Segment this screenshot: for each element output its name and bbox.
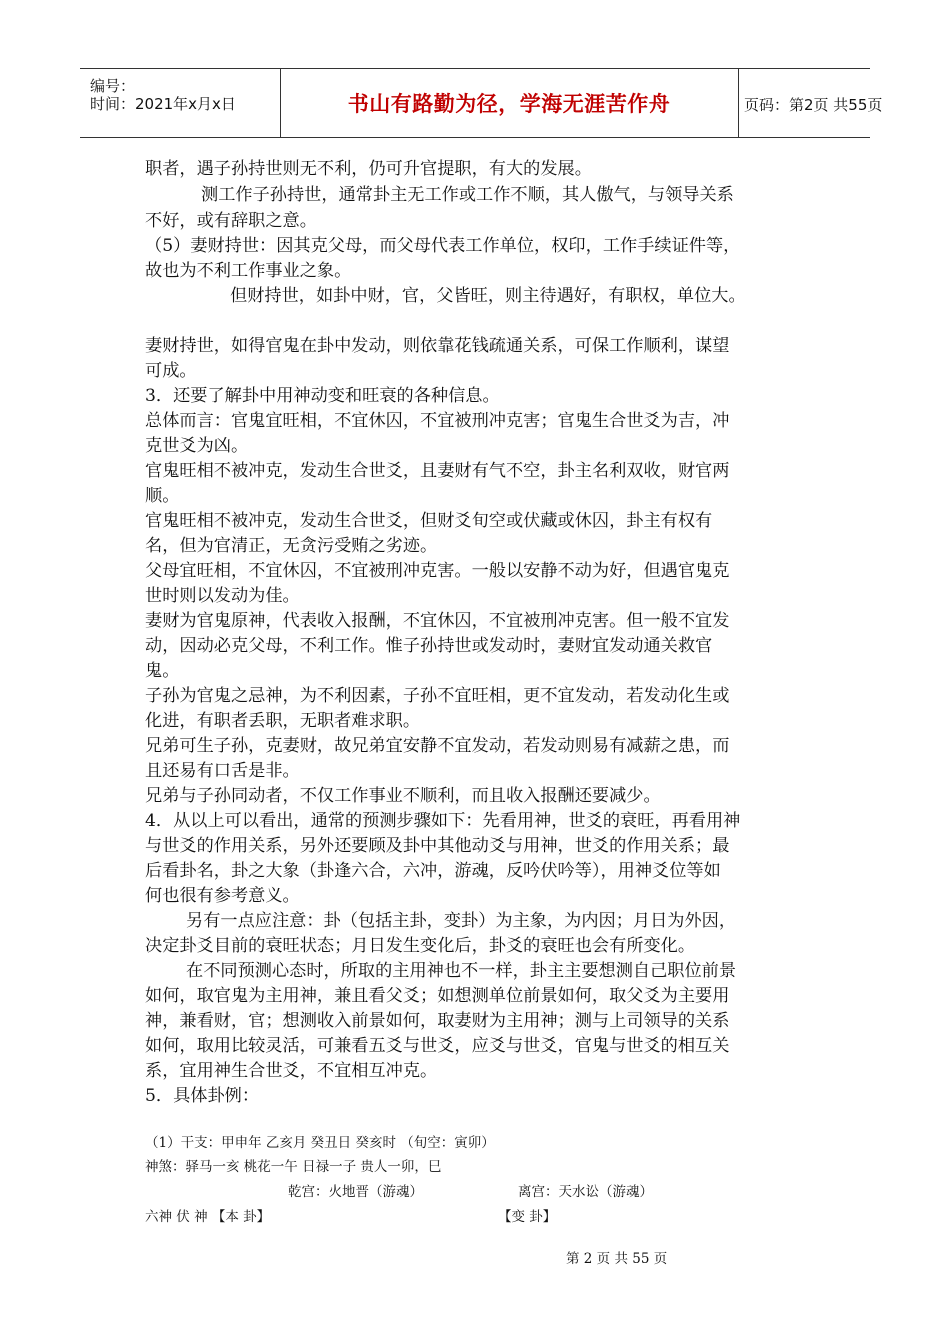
document-number-label: 编号： [90, 77, 136, 95]
body-line: 妻财为官鬼原神，代表收入报酬，不宜休囚，不宜被刑冲克害。但一般不宜发 [145, 611, 730, 631]
date-label: 时间：2021年x月x日 [90, 95, 236, 113]
body-line: 鬼。 [145, 661, 180, 681]
body-line: 如何，取用比较灵活，可兼看五爻与世爻，应爻与世爻，官鬼与世爻的相互关 [145, 1036, 730, 1056]
body-line: 动，因动必克父母，不利工作。惟子孙持世或发动时，妻财宜发动通关救官 [145, 636, 713, 656]
body-line: 系，宜用神生合世爻，不宜相互冲克。 [145, 1061, 438, 1081]
header-meta [80, 69, 281, 137]
body-line: 兄弟与子孙同动者，不仅工作事业不顺利，而且收入报酬还要减少。 [145, 786, 661, 806]
body-line: 妻财持世，如得官鬼在卦中发动，则依靠花钱疏通关系，可保工作顺利，谋望 [145, 336, 730, 356]
body-line: 3．还要了解卦中用神动变和旺衰的各种信息。 [145, 386, 500, 406]
shensha-line: 神煞：驿马一亥 桃花一午 日禄一子 贵人一卯，巳 [145, 1159, 442, 1175]
body-line: 克世爻为凶。 [145, 436, 249, 456]
main-palace-label: 乾宫：火地晋（游魂） [288, 1184, 423, 1200]
body-line: 官鬼旺相不被冲克，发动生合世爻，但财爻旬空或伏藏或休囚，卦主有权有 [145, 511, 713, 531]
changed-palace-label: 离宫：天水讼（游魂） [518, 1184, 653, 1200]
column-header-changed: 【变 卦】 [498, 1209, 557, 1225]
body-line: 名，但为官清正，无贪污受贿之劣迹。 [145, 536, 438, 556]
body-line: 但财持世，如卦中财，官，父皆旺，则主待遇好，有职权，单位大。 [230, 286, 746, 306]
body-line: 后看卦名，卦之大象（卦逢六合，六冲，游魂，反吟伏吟等），用神爻位等如 [145, 861, 721, 881]
ganzhi-line: （1）干支：甲申年 乙亥月 癸丑日 癸亥时 （旬空：寅卯） [145, 1135, 495, 1151]
body-line: 可成。 [145, 361, 197, 381]
body-line: （5）妻财持世：因其克父母，而父母代表工作单位，权印，工作手续证件等， [145, 236, 741, 256]
body-line: 故也为不利工作事业之象。 [145, 261, 352, 281]
body-line: 何也很有参考意义。 [145, 886, 300, 906]
body-line: 在不同预测心态时，所取的主用神也不一样，卦主主要想测自己职位前景 [186, 961, 737, 981]
page-header [80, 68, 883, 138]
body-line: 如何，取官鬼为主用神，兼且看父爻；如想测单位前景如何，取父爻为主要用 [145, 986, 730, 1006]
body-line: 且还易有口舌是非。 [145, 761, 300, 781]
body-line: 职者，遇子孙持世则无不利，仍可升官提职，有大的发展。 [145, 159, 592, 179]
motto: 书山有路勤为径，学海无涯苦作舟 [347, 92, 671, 116]
body-line: 官鬼旺相不被冲克，发动生合世爻，且妻财有气不空，卦主名利双收，财官两 [145, 461, 730, 481]
body-line: 父母宜旺相，不宜休囚，不宜被刑冲克害。一般以安静不动为好，但遇官鬼克 [145, 561, 730, 581]
body-line: 5．具体卦例： [145, 1086, 260, 1106]
body-line: 子孙为官鬼之忌神，为不利因素，子孙不宜旺相，更不宜发动，若发动化生或 [145, 686, 730, 706]
body-line: 另有一点应注意：卦（包括主卦，变卦）为主象，为内因；月日为外因， [186, 911, 737, 931]
header-motto-cell [280, 69, 739, 137]
body-line: 不好，或有辞职之意。 [145, 211, 317, 231]
page-number-label: 页码：第2页 共55页 [744, 96, 883, 114]
page-footer: 第 2 页 共 55 页 [566, 1251, 668, 1267]
header-page-cell [738, 69, 883, 137]
body-line: 顺。 [145, 486, 180, 506]
body-line: 决定卦爻目前的衰旺状态；月日发生变化后，卦爻的衰旺也会有所变化。 [145, 936, 696, 956]
body-line: 兄弟可生子孙，克妻财，故兄弟宜安静不宜发动，若发动则易有减薪之患，而 [145, 736, 730, 756]
body-line: 神，兼看财，官；想测收入前景如何，取妻财为主用神；测与上司领导的关系 [145, 1011, 730, 1031]
body-line: 测工作子孙持世，通常卦主无工作或工作不顺，其人傲气，与领导关系 [201, 185, 734, 205]
column-headers-left: 六神 伏 神 【本 卦】 [145, 1209, 271, 1225]
body-line: 总体而言：官鬼宜旺相，不宜休囚，不宜被刑冲克害；官鬼生合世爻为吉，冲 [145, 411, 730, 431]
body-line: 世时则以发动为佳。 [145, 586, 300, 606]
body-line: 化进，有职者丢职，无职者难求职。 [145, 711, 421, 731]
body-line: 4．从以上可以看出，通常的预测步骤如下：先看用神，世爻的衰旺，再看用神 [145, 811, 741, 831]
body-line: 与世爻的作用关系，另外还要顾及卦中其他动爻与用神，世爻的作用关系；最 [145, 836, 730, 856]
